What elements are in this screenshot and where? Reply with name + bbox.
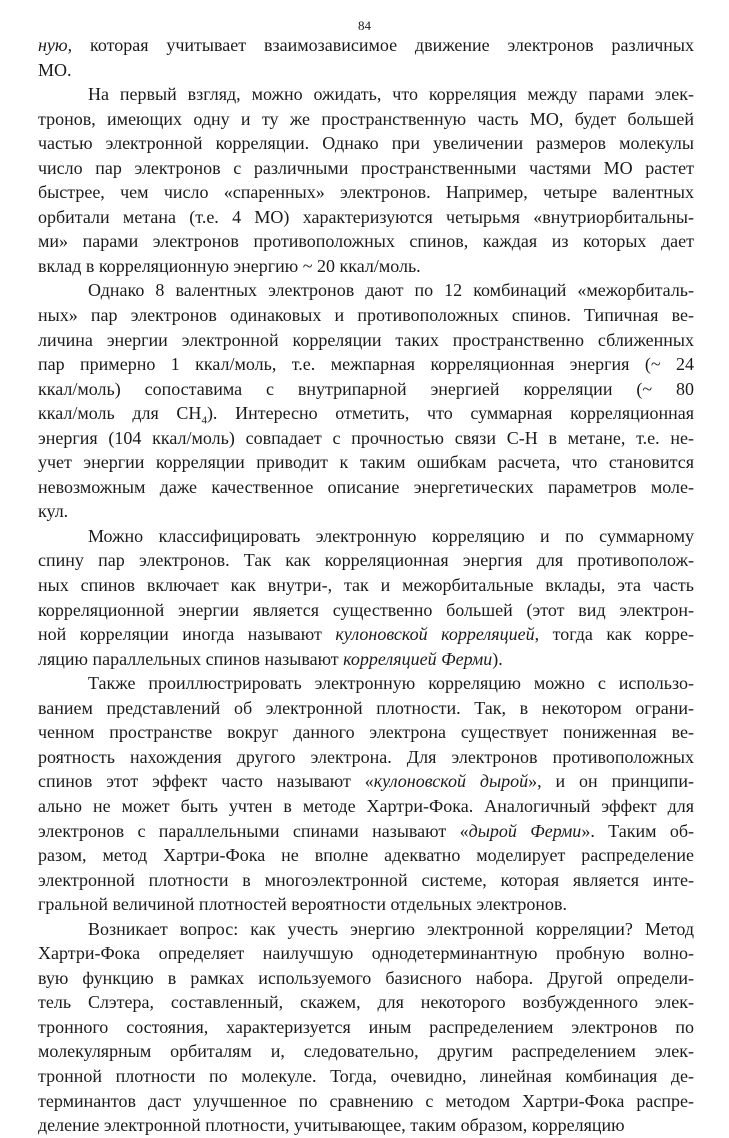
text-span: ально не может быть учтен в методе Хартри-Фока. Аналогичный эффект для (38, 795, 694, 816)
text-line (38, 401, 694, 426)
text-line (38, 990, 694, 1015)
text-span: вклад в корреляционную энергию ~ 20 ккал/моль. (38, 255, 421, 276)
text-line (38, 107, 694, 132)
text-line (38, 58, 694, 83)
text-line (38, 843, 694, 868)
text-line (38, 254, 694, 279)
text-span: ных спинов включает как внутри-, так и межорбитальные вклады, эта часть (38, 575, 694, 596)
text-span: ванием представлений об электронной плотности. Так, в некотором ограни- (38, 697, 694, 718)
text-span: гральной величиной плотностей вероятности отдельных электронов. (38, 894, 568, 915)
text-line (38, 303, 694, 328)
text-line (38, 229, 694, 254)
text-span: невозможным даже качественное описание энергетических параметров моле- (38, 476, 694, 497)
text-span: ». Таким об- (581, 820, 694, 841)
text-span: число пар электронов с различными пространственными частями МО растет (38, 157, 694, 178)
text-line (38, 671, 694, 696)
text-span: тронной плотности по молекуле. Тогда, очевидно, линейная комбинация де- (38, 1065, 694, 1086)
text-line (38, 892, 694, 917)
text-span: молекулярным орбиталям и, следовательно, другим распределением элек- (38, 1041, 694, 1062)
text-line (38, 1039, 694, 1064)
text-line (38, 450, 694, 475)
text-line (38, 622, 694, 647)
text-line (38, 1064, 694, 1089)
paragraph (38, 278, 694, 523)
text-line (38, 475, 694, 500)
text-line (38, 720, 694, 745)
text-span: , которая учитывает взаимозависимое движение электронов различных (67, 35, 694, 55)
text-span: роятность нахождения другого электрона. Для электронов противоположных (38, 746, 694, 767)
text-line (38, 1113, 694, 1138)
paragraph (38, 917, 694, 1138)
text-span: , тогда как корре- (534, 624, 694, 645)
text-line (38, 156, 694, 181)
text-span: ккал/моль) сопоставима с внутрипарной энергией корреляции (~ 80 (38, 378, 694, 399)
italic-term: кулоновской корреляцией (335, 624, 535, 645)
italic-term: ную (38, 35, 68, 55)
text-span: тель Слэтера, составленный, скажем, для некоторого возбужденного элек- (38, 992, 694, 1013)
text-span: МО. (38, 59, 72, 80)
text-line (38, 205, 694, 230)
text-span: ). (492, 648, 503, 669)
text-line (38, 548, 694, 573)
text-line (38, 769, 694, 794)
text-span: электронов с параллельными спинами называют « (38, 820, 469, 841)
text-span: Хартри-Фока определяет наилучшую однодетерминантную пробную волно- (38, 943, 694, 964)
text-span: частью электронной корреляции. Однако при увеличении размеров молекулы (38, 133, 694, 154)
text-span: ченном пространстве вокруг данного электрона существует пониженная ве- (38, 722, 694, 743)
text-span: ных» пар электронов одинаковых и противоположных спинов. Типичная ве- (38, 305, 694, 326)
text-span: орбитали метана (т.е. 4 МО) характеризуются четырьмя «внутриорбитальны- (38, 206, 694, 227)
text-span: быстрее, чем число «спаренных» электронов. Например, четыре валентных (38, 182, 694, 203)
text-span: ккал/моль для CH (38, 403, 202, 424)
text-span: разом, метод Хартри-Фока не вполне адекватно моделирует распределение (38, 845, 694, 866)
text-span: деление электронной плотности, учитывающее, таким образом, корреляцию (38, 1115, 625, 1136)
text-span: пар примерно 1 ккал/моль, т.е. межпарная корреляционная энергия (~ 24 (38, 354, 694, 375)
text-line (38, 524, 694, 549)
text-span: тронного состояния, характеризуется иным распределением электронов по (38, 1016, 694, 1037)
text-span: ми» парами электронов противоположных спинов, каждая из которых дает (38, 231, 694, 252)
text-span: энергия (104 ккал/моль) совпадает с прочностью связи С-Н в метане, т.е. не- (38, 427, 694, 448)
italic-term: дырой Ферми (468, 820, 582, 841)
text-line (38, 696, 694, 721)
text-span: ). Интересно отметить, что суммарная корреляционная (206, 403, 694, 424)
text-span: Однако 8 валентных электронов дают по 12 комбинаций «межорбиталь- (88, 280, 694, 301)
text-span: корреляционной энергии является существенно большей (этот вид электрон- (38, 599, 694, 620)
text-line (38, 82, 694, 107)
text-span: ляцию параллельных спинов называют (38, 648, 344, 669)
text-line (38, 131, 694, 156)
italic-term: кулоновской дырой (373, 771, 529, 792)
text-span: учет энергии корреляции приводит к таким ошибкам расчета, что становится (38, 452, 694, 473)
text-line (38, 1015, 694, 1040)
text-span: На первый взгляд, можно ожидать, что корреляция между парами элек- (88, 84, 694, 105)
text-line (38, 647, 694, 672)
text-span: электронной плотности в многоэлектронной системе, которая является инте- (38, 869, 694, 890)
paragraph (38, 33, 694, 82)
text-line (38, 598, 694, 623)
text-line (38, 868, 694, 893)
italic-term: корреляцией Ферми (343, 648, 493, 669)
text-span: Возникает вопрос: как учесть энергию электронной корреляции? Метод (88, 918, 694, 939)
paragraph (38, 82, 694, 278)
text-span: личина энергии электронной корреляции таких пространственно сближенных (38, 329, 694, 350)
text-span: спину пар электронов. Так как корреляционная энергия для противополож- (38, 550, 694, 571)
text-line (38, 1089, 694, 1114)
text-span: терминантов даст улучшенное по сравнению с методом Хартри-Фока распре- (38, 1090, 694, 1111)
text-span: », и он принципи- (528, 771, 694, 792)
text-line (38, 917, 694, 942)
text-span: Можно классифицировать электронную корреляцию и по суммарному (88, 525, 694, 546)
text-line (38, 278, 694, 303)
text-line (38, 966, 694, 991)
text-line (38, 794, 694, 819)
subscript: 4 (201, 414, 207, 427)
body-text (38, 33, 694, 1138)
text-line (38, 352, 694, 377)
text-line (38, 33, 694, 58)
text-span: тронов, имеющих одну и ту же пространственную часть МО, будет большей (38, 108, 694, 129)
text-line (38, 499, 694, 524)
text-line (38, 573, 694, 598)
text-line (38, 377, 694, 402)
text-span: вую функцию в рамках используемого базисного набора. Другой определи- (38, 967, 694, 988)
text-span: спинов этот эффект часто называют « (38, 771, 374, 792)
text-line (38, 819, 694, 844)
text-line (38, 745, 694, 770)
text-line (38, 426, 694, 451)
text-span: кул. (38, 501, 69, 522)
text-line (38, 328, 694, 353)
paragraph (38, 671, 694, 916)
paragraph (38, 524, 694, 671)
page-number: 84 (358, 18, 371, 33)
text-line (38, 180, 694, 205)
text-span: ной корреляции иногда называют (38, 624, 336, 645)
text-span: Также проиллюстрировать электронную корреляцию можно с использо- (88, 673, 694, 694)
text-line (38, 941, 694, 966)
